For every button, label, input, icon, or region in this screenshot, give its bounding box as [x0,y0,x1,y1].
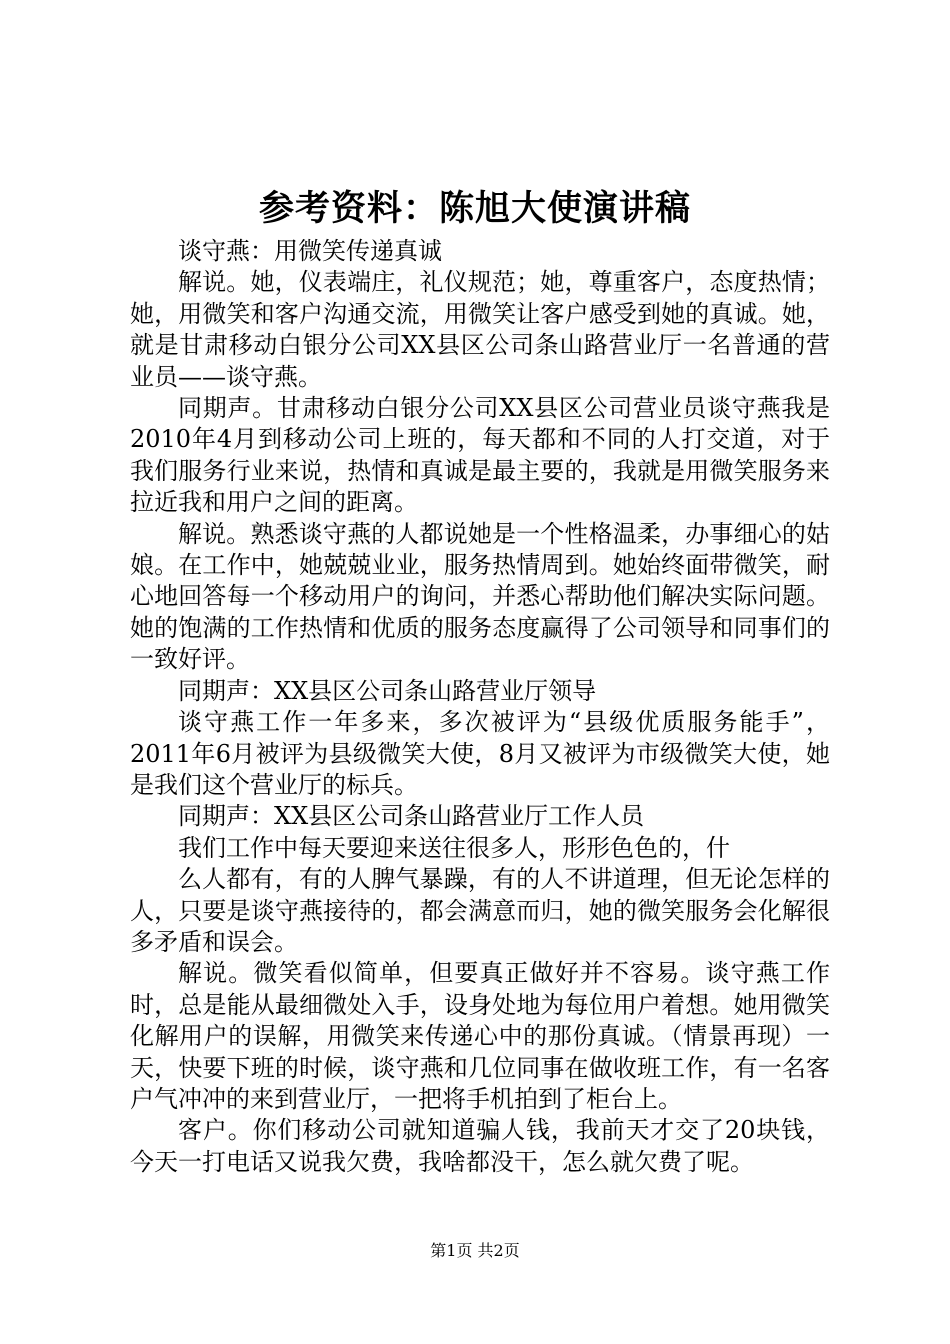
paragraph: 客户。你们移动公司就知道骗人钱，我前天才交了20块钱，今天一打电话又说我欠费，我啥都没干，怎么就欠费了呢。 [130,1116,830,1176]
page-footer: 第1页 共2页 [430,1241,520,1260]
paragraph: 么人都有，有的人脾气暴躁，有的人不讲道理，但无论怎样的人，只要是谈守燕接待的，都会满意而归，她的微笑服务会化解很多矛盾和误会。 [130,865,830,956]
paragraph: 解说。熟悉谈守燕的人都说她是一个性格温柔，办事细心的姑娘。在工作中，她兢兢业业，服务热情周到。她始终面带微笑，耐心地回答每一个移动用户的询问，并悉心帮助他们解决实际问题。她的饱满的工作热情和优质的服务态度赢得了公司领导和同事们的一致好评。 [130,519,830,674]
paragraph: 同期声：XX县区公司条山路营业厅领导 [178,676,597,705]
paragraph: 同期声：XX县区公司条山路营业厅工作人员 [178,802,645,831]
paragraph: 同期声。甘肃移动白银分公司XX县区公司营业员谈守燕我是2010年4月到移动公司上班的，每天都和不同的人打交道，对于我们服务行业来说，热情和真诚是最主要的，我就是用微笑服务来拉近我和用户之间的距离。 [130,394,830,517]
document-body [130,236,830,1178]
document-title: 参考资料：陈旭大使演讲稿 [258,188,691,229]
paragraph: 解说。微笑看似简单，但要真正做好并不容易。谈守燕工作时，总是能从最细微处入手，设身处地为每位用户着想。她用微笑化解用户的误解，用微笑来传递心中的那份真诚。（情景再现）一天，快要下班的时候，谈守燕和几位同事在做收班工作，有一名客户气冲冲的来到营业厅，一把将手机拍到了柜台上。 [130,959,830,1113]
paragraph: 谈守燕工作一年多来，多次被评为“县级优质服务能手”，2011年6月被评为县级微笑大使，8月又被评为市级微笑大使，她是我们这个营业厅的标兵。 [130,708,830,799]
paragraph: 解说。她，仪表端庄，礼仪规范；她，尊重客户，态度热情；她，用微笑和客户沟通交流，用微笑让客户感受到她的真诚。她，就是甘肃移动白银分公司XX县区公司条山路营业厅一名普通的营业员——谈守燕。 [130,268,830,391]
paragraph: 谈守燕：用微笑传递真诚 [178,237,442,265]
paragraph: 我们工作中每天要迎来送往很多人，形形色色的，什 [178,833,730,862]
